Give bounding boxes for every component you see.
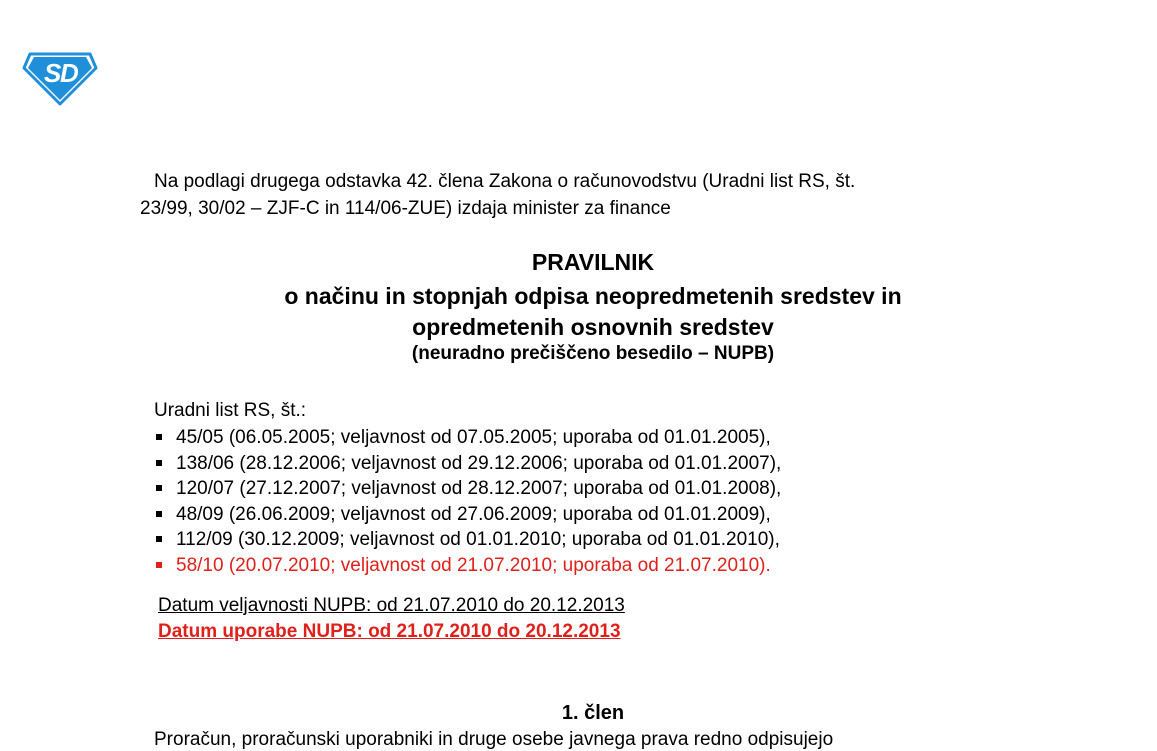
- bullet-icon: [156, 485, 162, 491]
- bullet-icon: [156, 536, 162, 542]
- bullet-icon: [156, 562, 162, 568]
- validity-date: Datum veljavnosti NUPB: od 21.07.2010 do 20.12.2013: [158, 595, 625, 616]
- subtitle-line-1: o načinu in stopnjah odpisa neopredmetenih sredstev in: [284, 283, 902, 309]
- gazette-item: [154, 502, 781, 528]
- sd-logo-icon: [22, 48, 98, 106]
- subtitle-line-2: opredmetenih osnovnih sredstev: [412, 314, 774, 340]
- gazette-item-text: 138/06 (28.12.2006; veljavnost od 29.12.2006; uporaba od 01.01.2007),: [176, 452, 782, 474]
- bullet-icon: [156, 511, 162, 517]
- svg-text:S: S: [44, 58, 62, 88]
- gazette-item: [154, 476, 781, 502]
- gazette-item-text: 48/09 (26.06.2009; veljavnost od 27.06.2009; uporaba od 01.01.2009),: [176, 503, 771, 525]
- gazette-item-highlight: [154, 553, 781, 579]
- gazette-item-text: 112/09 (30.12.2009; veljavnost od 01.01.2010; uporaba od 01.01.2010),: [176, 529, 780, 550]
- intro-paragraph: [140, 168, 1040, 222]
- gazette-item: [154, 527, 781, 553]
- gazette-label: Uradni list RS, št.:: [154, 400, 307, 421]
- use-date: Datum uporabe NUPB: od 21.07.2010 do 20.12.2013: [158, 621, 621, 642]
- intro-line-1: Na podlagi drugega odstavka 42. člena Zakona o računovodstvu (Uradni list RS, št.: [154, 171, 856, 192]
- gazette-item: [154, 425, 781, 451]
- gazette-item-text: 120/07 (27.12.2007; veljavnost od 28.12.2007; uporaba od 01.01.2008),: [176, 478, 782, 499]
- gazette-item-text: 58/10 (20.07.2010; veljavnost od 21.07.2010; uporaba od 21.07.2010).: [176, 554, 771, 576]
- bullet-icon: [156, 434, 162, 440]
- document-subtitle: [130, 281, 1056, 343]
- article-text: Proračun, proračunski uporabniki in druge osebe javnega prava redno odpisujejo: [154, 729, 834, 750]
- document-note: (neuradno prečiščeno besedilo – NUPB): [411, 343, 775, 364]
- gazette-list: [154, 425, 781, 578]
- svg-text:D: D: [60, 58, 79, 88]
- intro-line-2: 23/99, 30/02 – ZJF-C in 114/06-ZUE) izdaja minister za finance: [140, 198, 671, 219]
- gazette-item-text: 45/05 (06.05.2005; veljavnost od 07.05.2005; uporaba od 01.01.2005),: [176, 427, 771, 448]
- article-heading: 1. člen: [561, 702, 625, 724]
- gazette-item: [154, 451, 781, 477]
- document-title: PRAVILNIK: [531, 249, 655, 275]
- bullet-icon: [156, 460, 162, 466]
